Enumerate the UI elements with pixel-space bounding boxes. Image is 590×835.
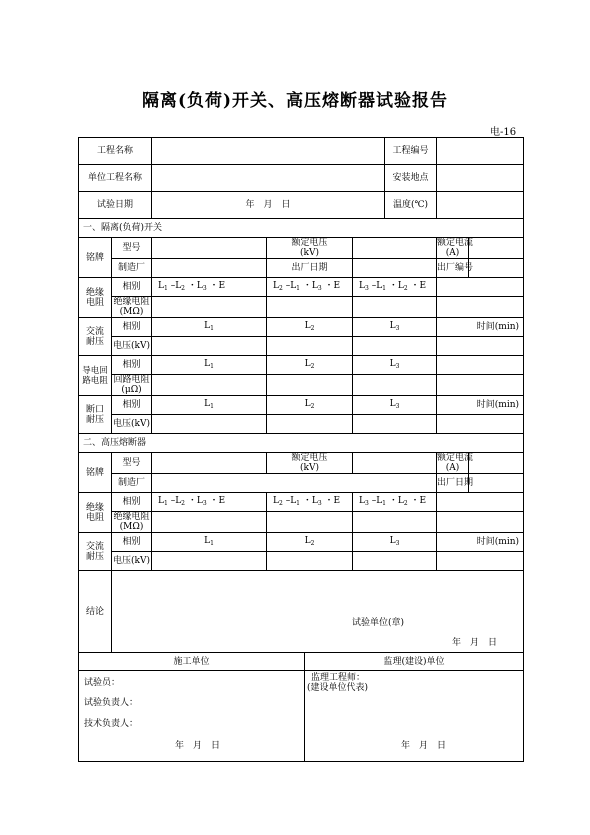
conclusion-date: 年 月 日 [452, 638, 498, 648]
s2-ac-time-label: 时间(min) [437, 533, 524, 552]
s1-ac-l1: $L_1$ [152, 318, 267, 337]
test-date-field[interactable]: 年 月 日 [152, 192, 385, 219]
s1-model-field[interactable] [152, 238, 267, 259]
s2-ac-title: 交流 耐压 [79, 533, 112, 571]
s1-rated-current-label: 额定电流 (A) [437, 238, 474, 258]
s2-ac-phase-label: 相别 [112, 533, 152, 552]
s1-model-label: 型号 [112, 238, 152, 259]
s1-break-l2: $L_2$ [267, 396, 353, 415]
s2-rated-current-field[interactable] [469, 453, 524, 474]
s1-loop-title: 导电回 路电阻 [79, 356, 112, 396]
s2-ins-blank [437, 493, 524, 512]
s1-loop-l2: $L_2$ [267, 356, 353, 375]
s1-ac-voltage-label: 电压(kV) [112, 337, 152, 356]
s2-rated-voltage-label: 额定电压 (kV) [267, 453, 353, 474]
s1-break-voltage-2[interactable] [267, 415, 353, 434]
s1-ac-title: 交流 耐压 [79, 318, 112, 356]
test-date-label: 试验日期 [79, 192, 152, 219]
s2-ac-voltage-1[interactable] [152, 552, 267, 571]
s2-manufacturer-field[interactable] [152, 474, 437, 493]
s1-ac-time-label: 时间(min) [437, 318, 524, 337]
s1-rated-voltage-field[interactable] [353, 238, 437, 259]
s1-loop-res-4[interactable] [437, 375, 524, 396]
project-name-label: 工程名称 [79, 138, 152, 165]
s1-factory-no-label: 出厂编号 [437, 259, 469, 278]
s1-manufacturer-field[interactable] [152, 259, 267, 278]
conclusion-body[interactable] [112, 571, 524, 653]
s1-ins-res-field-4[interactable] [437, 297, 524, 318]
s1-ac-voltage-3[interactable] [353, 337, 437, 356]
s1-break-time-field[interactable] [437, 415, 524, 434]
s1-ins-res-field-2[interactable] [267, 297, 353, 318]
s2-ac-voltage-2[interactable] [267, 552, 353, 571]
construction-unit-header: 施工单位 [79, 653, 305, 671]
install-site-label: 安装地点 [385, 165, 437, 192]
s1-factory-no-field[interactable] [469, 259, 524, 278]
s2-ac-l1: $L_1$ [152, 533, 267, 552]
s1-ins-phase-1: $L_1$ $-L_2$ ・$L_3$ ・E [152, 278, 267, 297]
s2-ac-l3: $L_3$ [353, 533, 437, 552]
s1-loop-res-3[interactable] [353, 375, 437, 396]
install-site-field[interactable] [437, 165, 524, 192]
supervision-date: 年 月 日 [401, 741, 447, 751]
conclusion-unit: 试验单位(章) [352, 618, 405, 628]
s1-break-voltage-3[interactable] [353, 415, 437, 434]
s2-ins-res-field-3[interactable] [353, 512, 437, 533]
s1-ins-phase-3: $L_3$ $-L_1$ ・$L_2$ ・E [353, 278, 437, 297]
form-code: 电-16 [490, 127, 517, 138]
s2-ins-phase-3: $L_3$ $-L_1$ ・$L_2$ ・E [353, 493, 437, 512]
s1-ins-res-field-1[interactable] [152, 297, 267, 318]
s1-loop-res-2[interactable] [267, 375, 353, 396]
s2-ins-res-field-2[interactable] [267, 512, 353, 533]
s2-ins-phase-label: 相别 [112, 493, 152, 512]
project-no-field[interactable] [437, 138, 524, 165]
report-title: 隔离(负荷)开关、高压熔断器试验报告 [141, 91, 449, 111]
s2-ins-res-field-4[interactable] [437, 512, 524, 533]
s2-ins-phase-2: $L_2$ $-L_1$ ・$L_3$ ・E [267, 493, 353, 512]
section-1-heading: 一、隔离(负荷)开关 [79, 219, 524, 238]
s1-ac-voltage-2[interactable] [267, 337, 353, 356]
s2-model-label: 型号 [112, 453, 152, 474]
s1-break-title: 断口 耐压 [79, 396, 112, 434]
construction-date: 年 月 日 [175, 741, 221, 751]
s1-ac-l2: $L_2$ [267, 318, 353, 337]
s2-ins-phase-1: $L_1$ $-L_2$ ・$L_3$ ・E [152, 493, 267, 512]
supervisor-label: 监理工程师： [311, 673, 366, 683]
s1-loop-res-label: 回路电阻 (μΩ) [113, 375, 150, 395]
s1-ins-phase-2: $L_2$ $-L_1$ ・$L_3$ ・E [267, 278, 353, 297]
s1-factory-date-field[interactable] [353, 259, 437, 278]
project-no-label: 工程编号 [385, 138, 437, 165]
temperature-label: 温度(℃) [385, 192, 437, 219]
unit-name-label: 单位工程名称 [79, 165, 152, 192]
s1-break-voltage-1[interactable] [152, 415, 267, 434]
s2-insulation-title: 绝缘 电阻 [79, 493, 112, 533]
s1-rated-current-field[interactable] [469, 238, 524, 259]
s2-rated-current-label: 额定电流 (A) [437, 453, 474, 473]
s2-factory-date-label: 出厂日期 [437, 474, 469, 493]
s1-ins-res-label: 绝缘电阻 (MΩ) [113, 297, 150, 317]
construction-sign-box[interactable] [79, 671, 305, 762]
project-name-field[interactable] [152, 138, 385, 165]
temperature-field[interactable] [437, 192, 524, 219]
test-lead-label: 试验负责人： [84, 698, 139, 708]
tester-label: 试验员： [84, 678, 121, 688]
s2-ac-time-field[interactable] [437, 552, 524, 571]
s1-break-time-label: 时间(min) [437, 396, 524, 415]
s1-ac-l3: $L_3$ [353, 318, 437, 337]
s1-factory-date-label: 出厂日期 [267, 259, 353, 278]
s1-ac-time-field[interactable] [437, 337, 524, 356]
unit-name-field[interactable] [152, 165, 385, 192]
s2-rated-voltage-field[interactable] [353, 453, 437, 474]
supervision-sign-box[interactable] [305, 671, 524, 762]
s1-loop-phase-label: 相别 [112, 356, 152, 375]
s1-loop-l3: $L_3$ [353, 356, 437, 375]
s1-break-voltage-label: 电压(kV) [112, 415, 152, 434]
section-2-heading: 二、高压熔断器 [79, 434, 524, 453]
s1-loop-blank [437, 356, 524, 375]
s2-manufacturer-label: 制造厂 [112, 474, 152, 493]
conclusion-label: 结论 [79, 571, 112, 653]
s1-ac-phase-label: 相别 [112, 318, 152, 337]
s2-ac-voltage-label: 电压(kV) [112, 552, 152, 571]
s1-loop-res-1[interactable] [152, 375, 267, 396]
report-table [78, 137, 523, 762]
s1-nameplate-label: 铭牌 [79, 238, 112, 278]
s1-break-l3: $L_3$ [353, 396, 437, 415]
s1-ins-phase-label: 相别 [112, 278, 152, 297]
s2-nameplate-label: 铭牌 [79, 453, 112, 493]
s2-ac-voltage-3[interactable] [353, 552, 437, 571]
s2-model-field[interactable] [152, 453, 267, 474]
s1-ac-voltage-1[interactable] [152, 337, 267, 356]
tech-lead-label: 技术负责人： [84, 719, 139, 729]
s2-ins-res-label: 绝缘电阻 (MΩ) [113, 512, 150, 532]
s1-break-l1: $L_1$ [152, 396, 267, 415]
s1-insulation-title: 绝缘 电阻 [79, 278, 112, 318]
s1-loop-l1: $L_1$ [152, 356, 267, 375]
s2-ac-l2: $L_2$ [267, 533, 353, 552]
s1-ins-res-field-3[interactable] [353, 297, 437, 318]
supervision-unit-header: 监理(建设)单位 [305, 653, 524, 671]
s1-manufacturer-label: 制造厂 [112, 259, 152, 278]
s1-break-phase-label: 相别 [112, 396, 152, 415]
s1-ins-blank [437, 278, 524, 297]
s2-factory-date-field[interactable] [469, 474, 524, 493]
s2-ins-res-field-1[interactable] [152, 512, 267, 533]
s1-rated-voltage-label: 额定电压 (kV) [267, 238, 353, 259]
owner-rep-label: (建设单位代表) [307, 683, 369, 693]
